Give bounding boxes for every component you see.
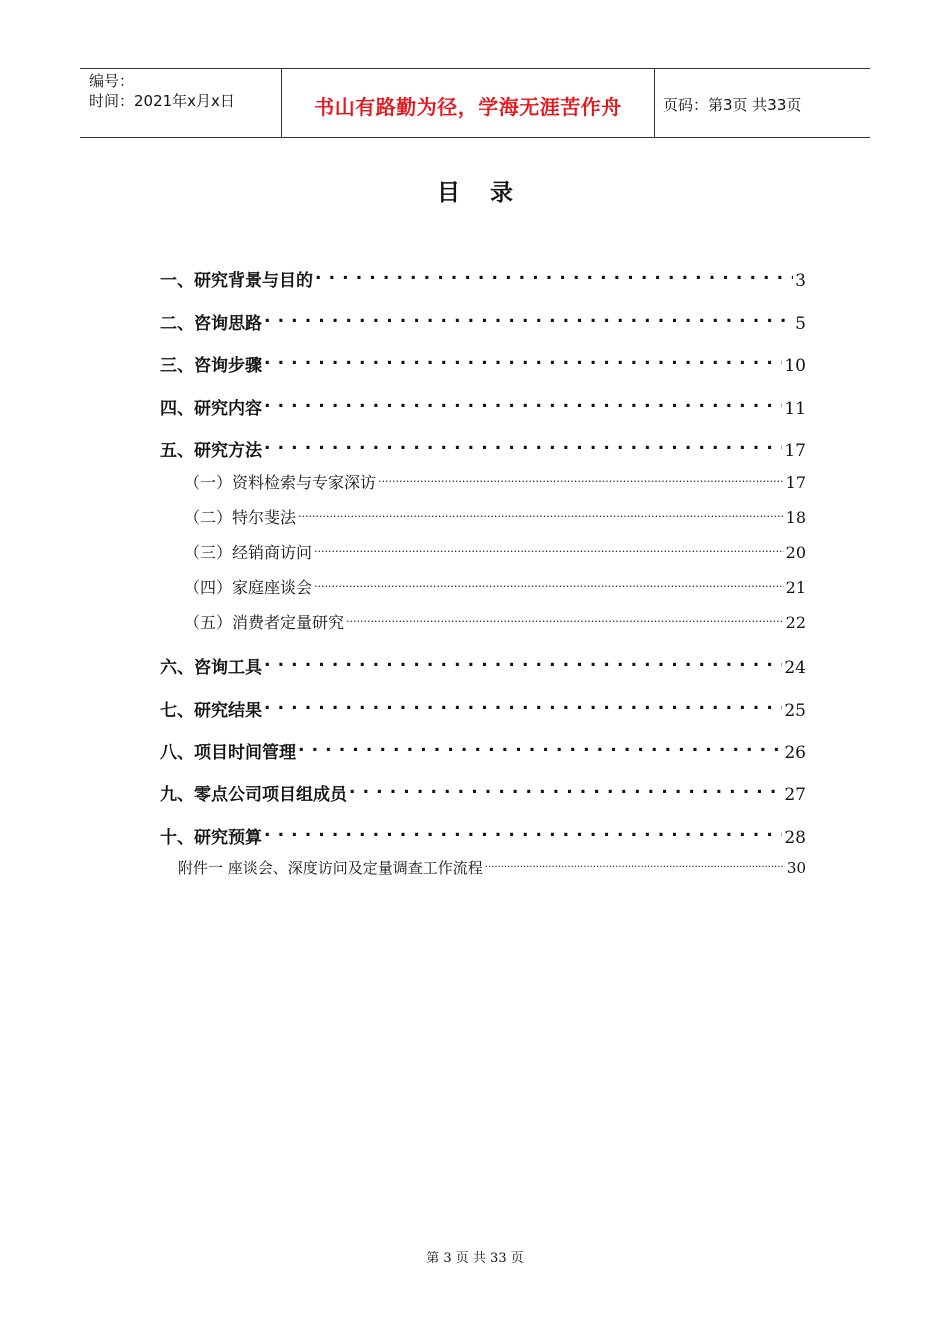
dot-leader bbox=[378, 472, 784, 488]
toc-entry-label: 二、咨询思路 bbox=[160, 314, 262, 334]
dot-leader bbox=[298, 507, 784, 523]
toc-subentry[interactable] bbox=[184, 470, 806, 493]
toc-entry[interactable] bbox=[160, 309, 806, 334]
toc-entry[interactable] bbox=[160, 696, 806, 721]
toc-entry-label: 三、咨询步骤 bbox=[160, 356, 262, 376]
dot-leader bbox=[264, 439, 782, 456]
dot-leader bbox=[298, 741, 782, 758]
toc-entry-label: （一）资料检索与专家深访 bbox=[184, 473, 377, 492]
toc-entry[interactable] bbox=[160, 351, 806, 376]
toc-entry-label: 十、研究预算 bbox=[160, 828, 262, 848]
toc-entry-page: 3 bbox=[795, 271, 806, 291]
toc-entry-page: 30 bbox=[786, 859, 806, 877]
toc-entry-page: 11 bbox=[784, 399, 806, 419]
toc-entry-page: 27 bbox=[784, 785, 806, 805]
toc-entry-page: 20 bbox=[785, 543, 806, 562]
toc-entry-page: 10 bbox=[784, 356, 806, 376]
toc-entry[interactable] bbox=[160, 653, 806, 678]
dot-leader bbox=[485, 858, 785, 873]
toc-entry-page: 21 bbox=[785, 578, 806, 597]
toc-entry[interactable] bbox=[160, 266, 806, 291]
toc-entry-label: 九、零点公司项目组成员 bbox=[160, 785, 347, 805]
toc-subentry[interactable] bbox=[184, 505, 806, 528]
toc-entry-label: 四、研究内容 bbox=[160, 399, 262, 419]
serial-number-label: 编号： bbox=[89, 72, 135, 90]
toc-entry-label: （二）特尔斐法 bbox=[184, 508, 297, 527]
motto-text: 书山有路勤为径，学海无涯苦作舟 bbox=[314, 95, 622, 119]
toc-subentry[interactable] bbox=[184, 610, 806, 633]
toc-appendix-entry[interactable] bbox=[178, 857, 806, 878]
toc-entry-page: 17 bbox=[784, 441, 806, 461]
dot-leader bbox=[346, 612, 784, 628]
document-header bbox=[80, 68, 870, 138]
toc-entry-label: 八、项目时间管理 bbox=[160, 743, 296, 763]
toc-entry[interactable] bbox=[160, 823, 806, 848]
toc-subentry[interactable] bbox=[184, 540, 806, 563]
dot-leader bbox=[264, 397, 782, 414]
toc-entry-label: 五、研究方法 bbox=[160, 441, 262, 461]
toc-entry-page: 17 bbox=[785, 473, 806, 492]
dot-leader bbox=[264, 699, 782, 716]
toc-entry-label: （四）家庭座谈会 bbox=[184, 578, 313, 597]
toc-entry[interactable] bbox=[160, 780, 806, 805]
page-title-part-2: 录 bbox=[490, 180, 513, 206]
toc-entry-label: （三）经销商访问 bbox=[184, 543, 313, 562]
page-footer: 第 3 页 共 33 页 bbox=[426, 1251, 524, 1266]
dot-leader bbox=[264, 656, 782, 673]
dot-leader bbox=[264, 354, 782, 371]
toc-entry-label: 一、研究背景与目的 bbox=[160, 271, 313, 291]
dot-leader bbox=[315, 269, 793, 286]
toc-entry-page: 5 bbox=[795, 314, 806, 334]
header-page-cell bbox=[654, 69, 870, 137]
dot-leader bbox=[264, 312, 793, 329]
header-meta-cell bbox=[80, 69, 280, 137]
header-motto-cell bbox=[281, 69, 655, 137]
dot-leader bbox=[314, 577, 784, 593]
toc-entry[interactable] bbox=[160, 738, 806, 763]
toc-entry-page: 18 bbox=[785, 508, 806, 527]
header-page-info: 页码：第3页 共33页 bbox=[663, 96, 802, 114]
toc-entry-label: 六、咨询工具 bbox=[160, 658, 262, 678]
toc-entry-label: （五）消费者定量研究 bbox=[184, 613, 345, 632]
toc-entry-page: 22 bbox=[785, 613, 806, 632]
date-label: 时间：2021年x月x日 bbox=[89, 92, 235, 110]
page-title bbox=[0, 174, 950, 207]
toc-entry[interactable] bbox=[160, 436, 806, 461]
toc-entry-label: 七、研究结果 bbox=[160, 701, 262, 721]
toc-entry-label: 附件一 座谈会、深度访问及定量调查工作流程 bbox=[178, 859, 483, 877]
toc-subentry[interactable] bbox=[184, 575, 806, 598]
page-title-part-1: 目 bbox=[437, 180, 460, 206]
toc-entry[interactable] bbox=[160, 394, 806, 419]
toc-entry-page: 26 bbox=[784, 743, 806, 763]
dot-leader bbox=[314, 542, 784, 558]
toc-entry-page: 25 bbox=[784, 701, 806, 721]
toc-entry-page: 24 bbox=[784, 658, 806, 678]
dot-leader bbox=[349, 783, 782, 800]
toc-entry-page: 28 bbox=[784, 828, 806, 848]
dot-leader bbox=[264, 826, 782, 843]
